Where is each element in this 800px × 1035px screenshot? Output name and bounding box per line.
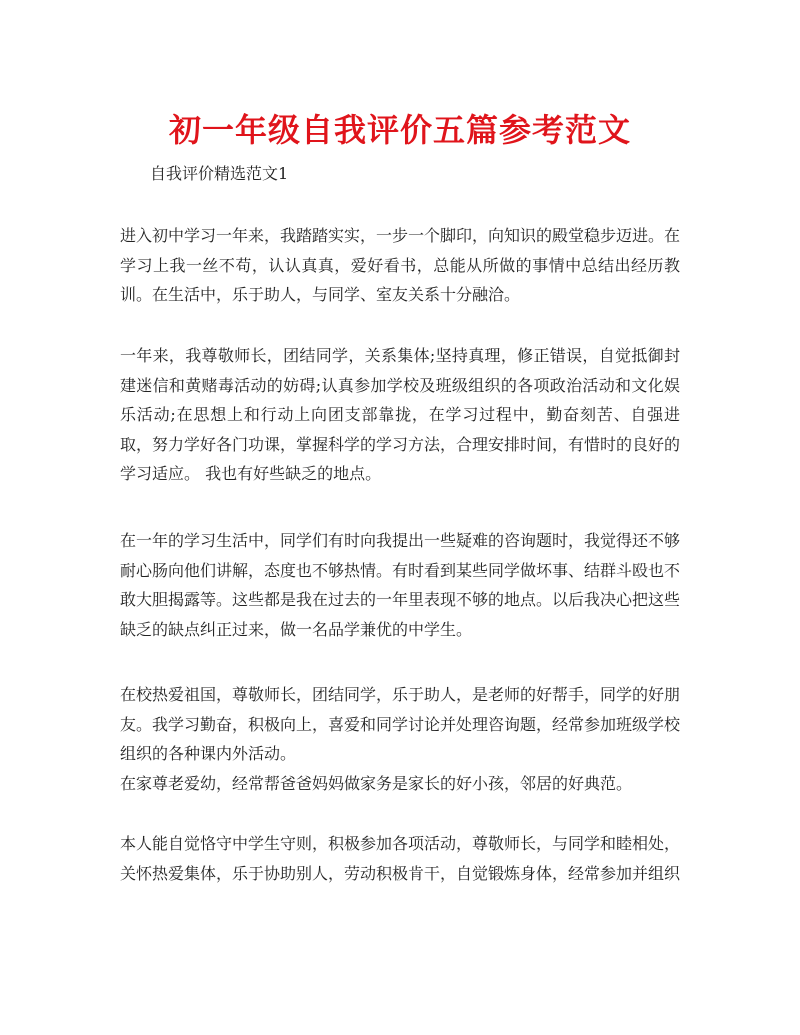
paragraph-5: 在家尊老爱幼，经常帮爸爸妈妈做家务是家长的好小孩，邻居的好典范。 [120,774,633,793]
paragraph-3: 在一年的学习生活中，同学们有时向我提出一些疑难的咨询题时，我觉得还不够耐心肠向他们讲解，态度也不够热情。有时看到某些同学做坏事、结群斗殴也不敢大胆揭露等。这些都是我在过去的一年里表现不够的地点。以后我决心把这些缺乏的缺点纠正过来，做一名品学兼优的中学生。 [120,531,681,639]
paragraph-2: 一年来，我尊敬师长，团结同学，关系集体;坚持真理，修正错误，自觉抵御封建迷信和黄赌毒活动的妨碍;认真参加学校及班级组织的各项政治活动和文化娱乐活动;在思想上和行动上向团支部靠拢，在学习过程中，勤奋刻苦、自强进取，努力学好各门功课，掌握科学的学习方法，合理安排时间，有惜时的良好的学习适应。 我也有好些缺乏的地点。 [120,346,681,484]
paragraph-6: 本人能自觉恪守中学生守则，积极参加各项活动，尊敬师长，与同学和睦相处，关怀热爱集体，乐于协助别人，劳动积极肯干，自觉锻炼身体，经常参加并组织 [120,834,681,883]
document-subtitle: 自我评价精选范文1 [150,164,289,183]
document-title: 初一年级自我评价五篇参考范文 [168,111,631,149]
paragraph-4: 在校热爱祖国，尊敬师长，团结同学，乐于助人，是老师的好帮手，同学的好朋友。我学习勤奋，积极向上，喜爱和同学讨论并处理咨询题，经常参加班级学校组织的各种课内外活动。 [120,685,681,764]
paragraph-1: 进入初中学习一年来，我踏踏实实，一步一个脚印，向知识的殿堂稳步迈进。在学习上我一丝不苟，认认真真，爱好看书，总能从所做的事情中总结出经历教训。在生活中，乐于助人，与同学、室友关系十分融洽。 [120,226,681,305]
